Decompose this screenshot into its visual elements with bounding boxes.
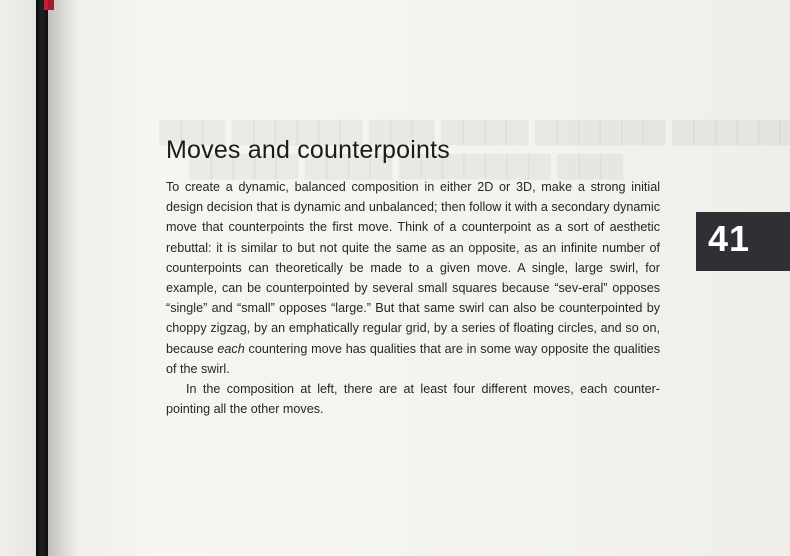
gutter-shadow bbox=[48, 0, 78, 556]
section-heading: Moves and counterpoints bbox=[166, 136, 450, 164]
paragraph-2: In the composition at left, there are at least four different moves, each counter-pointing all the other moves. bbox=[166, 382, 660, 417]
paragraph-1-text: To create a dynamic, balanced composition in either 2D or 3D, make a strong initial design decision that is dynamic and unbalanced; then follow it with a secondary dynamic move that counterpoints the first move. Think of a counterpoint as a sort of aesthetic rebuttal: it is similar to but not quite the same as an opposite, as an infinite number of counterpoints can theoretically be made to a given move. A single, large swirl, for example, can be counterpointed by several small squares because “sev-eral” opposes “single” and “small” opposes “large.” But that same swirl can also be counterpointed by choppy zigzag, by an emphatically regular grid, by a series of floating circles, and so on, because each countering move has qualities that are in some way opposite the qualities of the swirl. bbox=[166, 180, 660, 376]
emphasis: each bbox=[217, 341, 245, 356]
body-text bbox=[166, 177, 660, 419]
facing-page-edge bbox=[0, 0, 36, 556]
book-spine bbox=[36, 0, 48, 556]
page-number: 41 bbox=[708, 218, 751, 259]
paragraph-1 bbox=[166, 177, 660, 379]
